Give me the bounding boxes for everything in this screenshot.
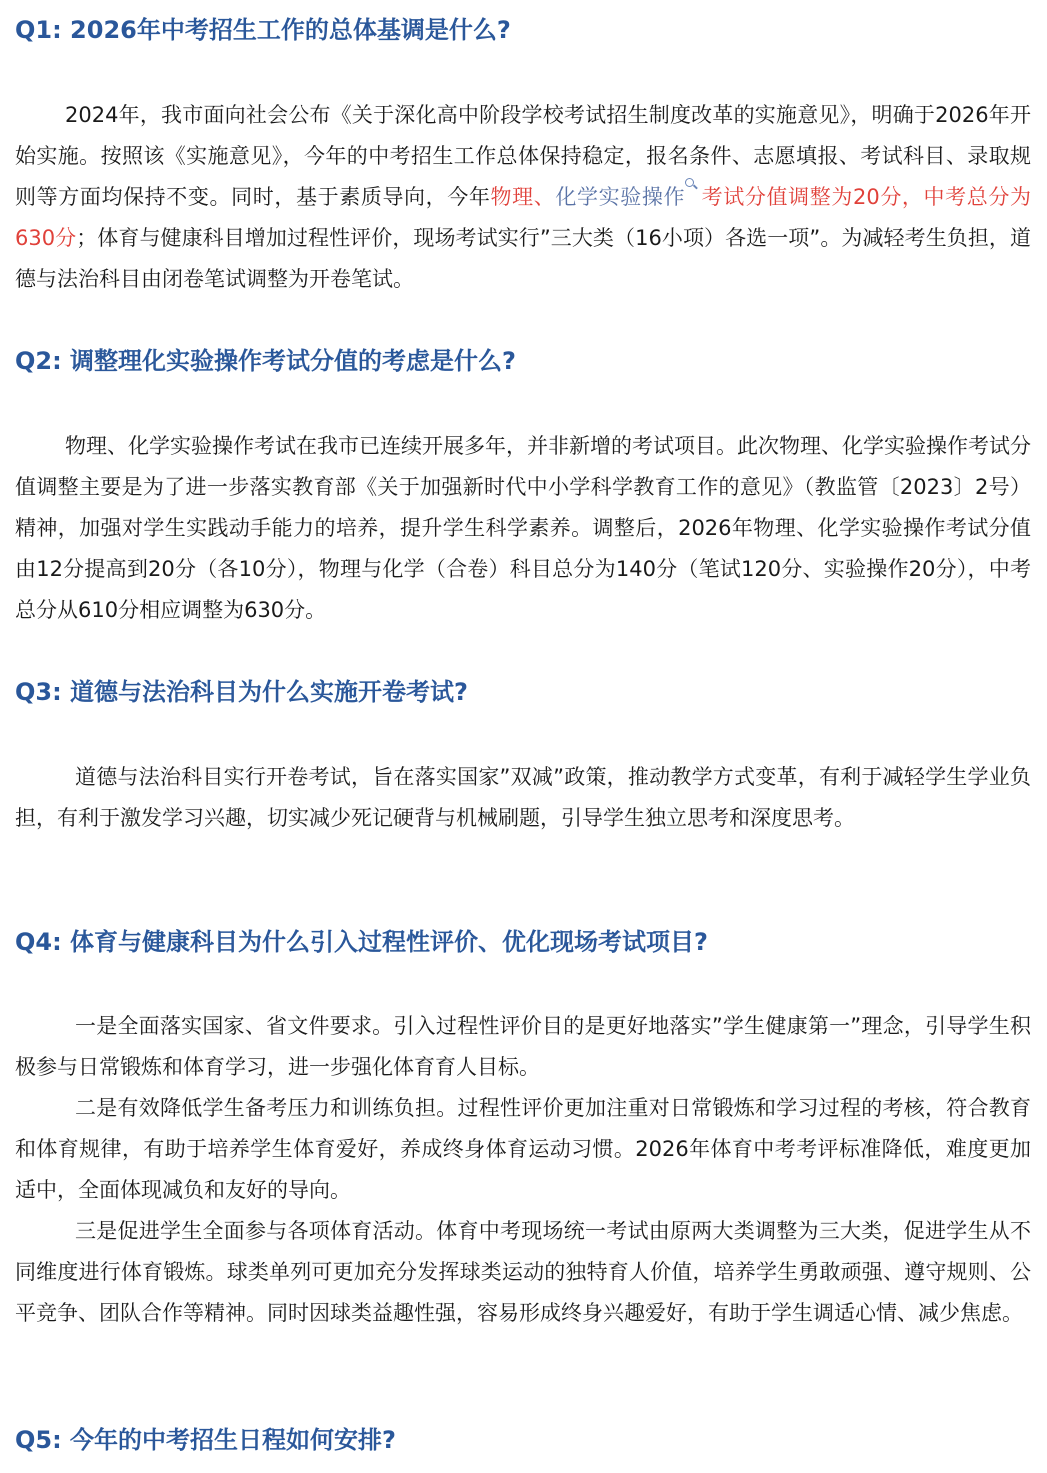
q2-paragraph: 物理、化学实验操作考试在我市已连续开展多年，并非新增的考试项目。此次物理、化学实验操作考试分值调整主要是为了进一步落实教育部《关于加强新时代中小学科学教育工作的意见》（教监管〔2023〕2号）精神，加强对学生实践动手能力的培养，提升学生科学素养。调整后，2026年物理、化学实验操作考试分值由12分提高到20分（各10分），物理与化学（合卷）科目总分为140分（笔试120分、实验操作20分），中考总分从610分相应调整为630分。	[15, 434, 1031, 622]
q1-paragraph	[15, 95, 1031, 300]
q1-text-a: 2024年，我市面向社会公布《关于深化高中阶段学校考试招生制度改革的实施意见》，明确于2026年开始实施。按照该《实施意见》，今年的中考招生工作总体保持稳定，报名条件、志愿填报、考试科目、录取规则等方面均保持不变。同时，基于素质导向，今年	[15, 103, 1031, 209]
q5-heading: Q5: 今年的中考招生日程如何安排?	[15, 1426, 396, 1454]
keyword-link-chem-experiment[interactable]: 化学实验操作	[555, 185, 686, 209]
highlight-score-change: 考试分值调整为20分，中考总分为630分	[15, 185, 1032, 250]
q4-paragraph-2: 二是有效降低学生备考压力和训练负担。过程性评价更加注重对日常锻炼和学习过程的考核，符合教育和体育规律，有助于培养学生体育爱好，养成终身体育运动习惯。2026年体育中考考评标准降低，难度更加适中，全面体现减负和友好的导向。	[15, 1096, 1031, 1202]
q1-text-b: ；体育与健康科目增加过程性评价，现场考试实行”三大类（16小项）各选一项”。为减轻考生负担，道德与法治科目由闭卷笔试调整为开卷笔试。	[15, 226, 1031, 291]
q4-paragraph-3: 三是促进学生全面参与各项体育活动。体育中考现场统一考试由原两大类调整为三大类，促进学生从不同维度进行体育锻炼。球类单列可更加充分发挥球类运动的独特育人价值，培养学生勇敢顽强、遵守规则、公平竞争、团队合作等精神。同时因球类益趣性强，容易形成终身兴趣爱好，有助于学生调适心情、减少焦虑。	[15, 1219, 1031, 1325]
q1-heading: Q1: 2026年中考招生工作的总体基调是什么?	[15, 16, 511, 44]
q4-heading: Q4: 体育与健康科目为什么引入过程性评价、优化现场考试项目?	[15, 928, 708, 956]
keyword-link-physics[interactable]: 物理、	[490, 185, 556, 209]
q3-heading: Q3: 道德与法治科目为什么实施开卷考试?	[15, 678, 468, 706]
search-icon[interactable]	[685, 177, 697, 191]
q2-heading: Q2: 调整理化实验操作考试分值的考虑是什么?	[15, 347, 516, 375]
q4-paragraph-1: 一是全面落实国家、省文件要求。引入过程性评价目的是更好地落实”学生健康第一”理念，引导学生积极参与日常锻炼和体育学习，进一步强化体育育人目标。	[15, 1014, 1031, 1079]
q3-paragraph: 道德与法治科目实行开卷考试，旨在落实国家”双减”政策，推动教学方式变革，有利于减轻学生学业负担，有利于激发学习兴趣，切实减少死记硬背与机械刷题，引导学生独立思考和深度思考。	[15, 765, 1031, 830]
